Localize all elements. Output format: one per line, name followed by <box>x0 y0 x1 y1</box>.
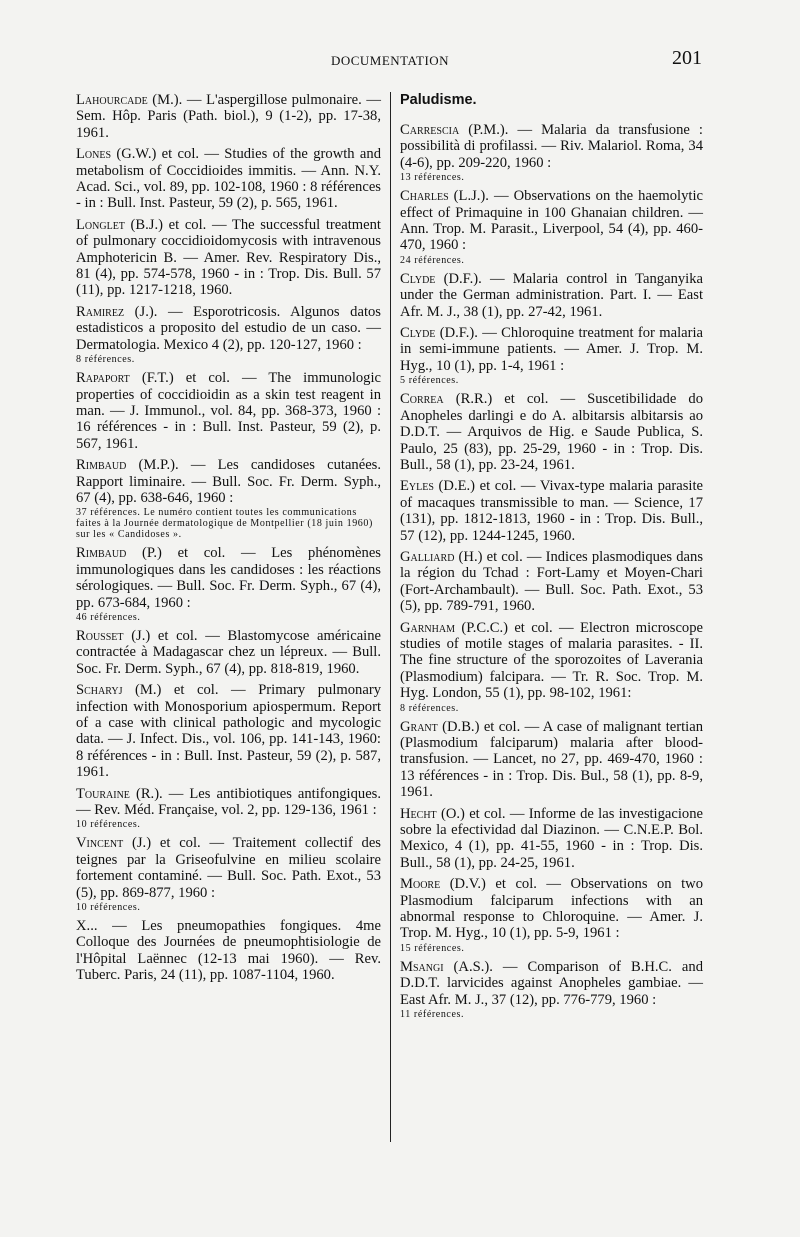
entry-text: (O.) et col. — Informe de las investigacione sobre la efectividad dal Diazinon. — C.N.E.P. Bol. Mexico, 4 (1), pp. 41-55, 1960 - in : Trop. Dis. Bull., 58 (1), pp. 24-25, 1961. <box>400 805 703 871</box>
entry-text: (R.). — Les antibiotiques antifongiques. — Rev. Méd. Française, vol. 2, pp. 129-136, 1961 : <box>76 785 381 819</box>
entry-text: (D.F.). — Malaria control in Tanganyika under the German administration. Part. I. — East Afr. M. J., 38 (1), pp. 27-42, 1961. <box>400 270 703 320</box>
entry-author: X... <box>76 918 98 935</box>
entry-author: Lones <box>76 146 112 163</box>
section-title: Paludisme. <box>400 92 477 108</box>
entry-author: Garnham <box>400 619 455 636</box>
reference-entry <box>76 918 381 984</box>
entry-author: Moore <box>400 876 441 893</box>
entry-text: (L.J.). — Observations on the haemolytic effect of Primaquine in 100 Ghanaian children. — Ann. Trop. M. Parasit., Liverpool, 54 (4), pp. 460-470, 1960 : <box>400 188 703 254</box>
entry-text: (R.R.) et col. — Suscetibilidade do Anopheles darlingi e do A. albitarsis albitarsis ao D.D.T. — Arquivos de Hig. e Saude Publica, S. Paulo, 25 (83), pp. 25-29, 1960 - in : Trop. Dis. Bull., 58 (1), pp. 23-24, 1961. <box>400 391 703 473</box>
entry-author: Vincent <box>76 835 124 852</box>
entry-text: (J.). — Esporotricosis. Algunos datos estadisticos a proposito del estudio de un caso. — Dermatologia. Mexico 4 (2), pp. 120-127, 1960 : <box>76 303 381 353</box>
entry-author: Rimbaud <box>76 457 127 474</box>
running-header: DOCUMENTATION <box>330 53 450 68</box>
entry-note: 5 références. <box>400 375 459 387</box>
entry-text: (J.) et col. — Blastomycose américaine contractée à Madagascar chez un lépreux. — Bull. Soc. Fr. Derm. Syph., 67 (4), pp. 818-819, 1960. <box>76 627 381 677</box>
reference-entry <box>400 122 703 183</box>
reference-entry <box>76 146 381 212</box>
reference-entry <box>400 959 703 1020</box>
reference-entry <box>400 806 703 872</box>
reference-entry <box>76 628 381 677</box>
entry-author: Eyles <box>400 478 434 495</box>
entry-text: (F.T.) et col. — The immunologic properties of coccidioidin as a skin test reagent in man. — J. Immunol., vol. 84, pp. 368-373, 1960 : 16 références - in : Bull. Inst. Pasteur, 59 (2), p. 567, 1961. <box>76 370 381 452</box>
entry-text: (D.V.) et col. — Observations on two Plasmodium falciparum infections with an abnormal response to Chloroquine. — Amer. J. Trop. M. Hyg., 10 (1), pp. 5-9, 1961 : <box>400 876 703 942</box>
entry-author: Carrescia <box>400 122 460 138</box>
entry-text: (G.W.) et col. — Studies of the growth and metabolism of Coccidioides immitis. — Ann. N.Y. Acad. Sci., vol. 89, pp. 102-108, 1960 : 8 références - in : Bull. Inst. Pasteur, 59 (2), p. 565, 1961. <box>76 146 381 212</box>
entry-note: 10 références. <box>76 902 141 914</box>
entry-note: 8 références. <box>76 354 135 366</box>
column-divider <box>390 92 391 1142</box>
entry-text: — Les pneumopathies fongiques. 4me Colloque des Journées de pneumophtisiologie de l'Hôpital Laënnec (12-13 mai 1960). — Rev. Tuberc. Paris, 24 (11), pp. 1087-1104, 1960. <box>76 918 381 984</box>
entry-note: 24 références. <box>400 254 465 266</box>
entry-text: (J.) et col. — Traitement collectif des teignes par la Griseofulvine en milieu scolaire fortement contaminé. — Bull. Soc. Path. Exot., 53 (5), pp. 869-877, 1960 : <box>76 835 381 901</box>
entry-author: Charles <box>400 188 449 205</box>
reference-entry <box>400 549 703 615</box>
reference-entry <box>76 217 381 299</box>
entry-author: Rimbaud <box>76 545 127 562</box>
page-number: 201 <box>672 47 702 69</box>
entry-note: 15 références. <box>400 942 465 954</box>
reference-entry <box>76 835 381 913</box>
entry-author: Scharyj <box>76 682 123 699</box>
entry-text: (H.) et col. — Indices plasmodiques dans la région du Tchad : Fort-Lamy et Moyen-Chari (Fort-Archambault). — Bull. Soc. Path. Exot., 53 (5), pp. 789-791, 1960. <box>400 548 703 615</box>
entry-text: (D.B.) et col. — A case of malignant tertian (Plasmodium falciparum) malaria after blood-transfusion. — Lancet, no 27, pp. 469-470, 1960 : 13 références - in : Trop. Dis. Bul., 58 (1), pp. 8-9, 1961. <box>400 718 703 801</box>
entry-text: (B.J.) et col. — The successful treatment of pulmonary coccidioidomycosis with intravenous Amphotericin B. — Amer. Rev. Respiratory Dis., 81 (4), pp. 574-578, 1960 - in : Trop. Dis. Bull. 57 (11), pp. 1217-1218, 1960. <box>76 216 381 299</box>
left-column <box>76 92 381 989</box>
reference-entry <box>400 620 703 714</box>
entry-note: 10 références. <box>76 819 141 831</box>
entry-note: 37 références. Le numéro contient toutes les communications faites à la Journée dermatologique de Montpellier (18 juin 1960) sur les « Candidoses ». <box>76 507 373 541</box>
entry-author: Touraine <box>76 785 130 802</box>
entry-author: Correa <box>400 391 444 408</box>
entry-note: 13 références. <box>400 172 465 184</box>
reference-entry <box>400 391 703 473</box>
reference-entry <box>400 478 703 544</box>
entry-author: Msangi <box>400 958 444 975</box>
reference-entry <box>400 325 703 386</box>
reference-entry <box>400 719 703 801</box>
right-column <box>400 92 703 1025</box>
entry-note: 46 références. <box>76 611 141 623</box>
entry-author: Grant <box>400 718 438 735</box>
entry-author: Clyde <box>400 270 436 287</box>
entry-text: (P.) et col. — Les phénomènes immunologiques dans les candidoses : les réactions sérologiques. — Bull. Soc. Fr. Derm. Syph., 67 (4), pp. 673-684, 1960 : <box>76 545 381 611</box>
entry-note: 11 références. <box>400 1009 465 1021</box>
reference-entry <box>76 786 381 831</box>
entry-note: 8 références. <box>400 702 459 714</box>
reference-entry <box>400 876 703 954</box>
entry-text: (A.S.). — Comparison of B.H.C. and D.D.T. larvicides against Anopheles gambiae. — East Afr. M. J., 37 (12), pp. 776-779, 1960 : <box>400 958 703 1008</box>
entry-author: Rousset <box>76 627 124 644</box>
entry-text: (D.F.). — Chloroquine treatment for malaria in semi-immune patients. — Amer. J. Trop. M. Hyg., 10 (1), pp. 1-4, 1961 : <box>400 325 703 374</box>
reference-entry <box>76 92 381 141</box>
reference-entry <box>400 271 703 320</box>
reference-entry <box>76 682 381 780</box>
entry-author: Longlet <box>76 216 125 233</box>
reference-entry <box>400 188 703 266</box>
entry-text: (P.M.). — Malaria da transfusione : possibilità di profilassi. — Riv. Malariol. Roma, 34 (4-6), pp. 209-220, 1960 : <box>400 122 703 171</box>
entry-author: Clyde <box>400 325 436 342</box>
entry-text: (M.). — L'aspergillose pulmonaire. — Sem. Hôp. Paris (Path. biol.), 9 (1-2), pp. 17-38, 1961. <box>76 92 381 141</box>
reference-entry <box>76 304 381 365</box>
entry-author: Rapaport <box>76 370 130 387</box>
reference-entry <box>76 370 381 452</box>
reference-entry <box>76 457 381 540</box>
entry-text: (D.E.) et col. — Vivax-type malaria parasite of macaques transmissible to man. — Science, 17 (131), pp. 1812-1813, 1960 - in : Trop. Dis. Bull., 57 (12), pp. 1244-1245, 1960. <box>400 478 703 544</box>
entry-author: Lahourcade <box>76 92 148 108</box>
entry-text: (M.) et col. — Primary pulmonary infection with Monosporium apiospermum. Report of a case with clinical pathologic and mycologic data. — J. Infect. Dis., vol. 106, pp. 141-143, 1960: 8 références - in : Bull. Inst. Pasteur, 59 (2), p. 587, 1961. <box>76 682 381 781</box>
entry-author: Galliard <box>400 548 455 565</box>
entry-text: (M.P.). — Les candidoses cutanées. Rapport liminaire. — Bull. Soc. Fr. Derm. Syph., 67 (4), pp. 638-646, 1960 : <box>76 457 381 506</box>
reference-entry <box>76 545 381 623</box>
entry-author: Hecht <box>400 805 437 822</box>
entry-text: (P.C.C.) et col. — Electron microscope studies of motile stages of malaria parasites. - II. The fine structure of the sporozoites of Laverania (Plasmodium) falcipara. — Tr. R. Soc. Trop. M. Hyg. London, 55 (1), pp. 98-102, 1961: <box>400 619 703 702</box>
entry-author: Ramirez <box>76 303 125 320</box>
